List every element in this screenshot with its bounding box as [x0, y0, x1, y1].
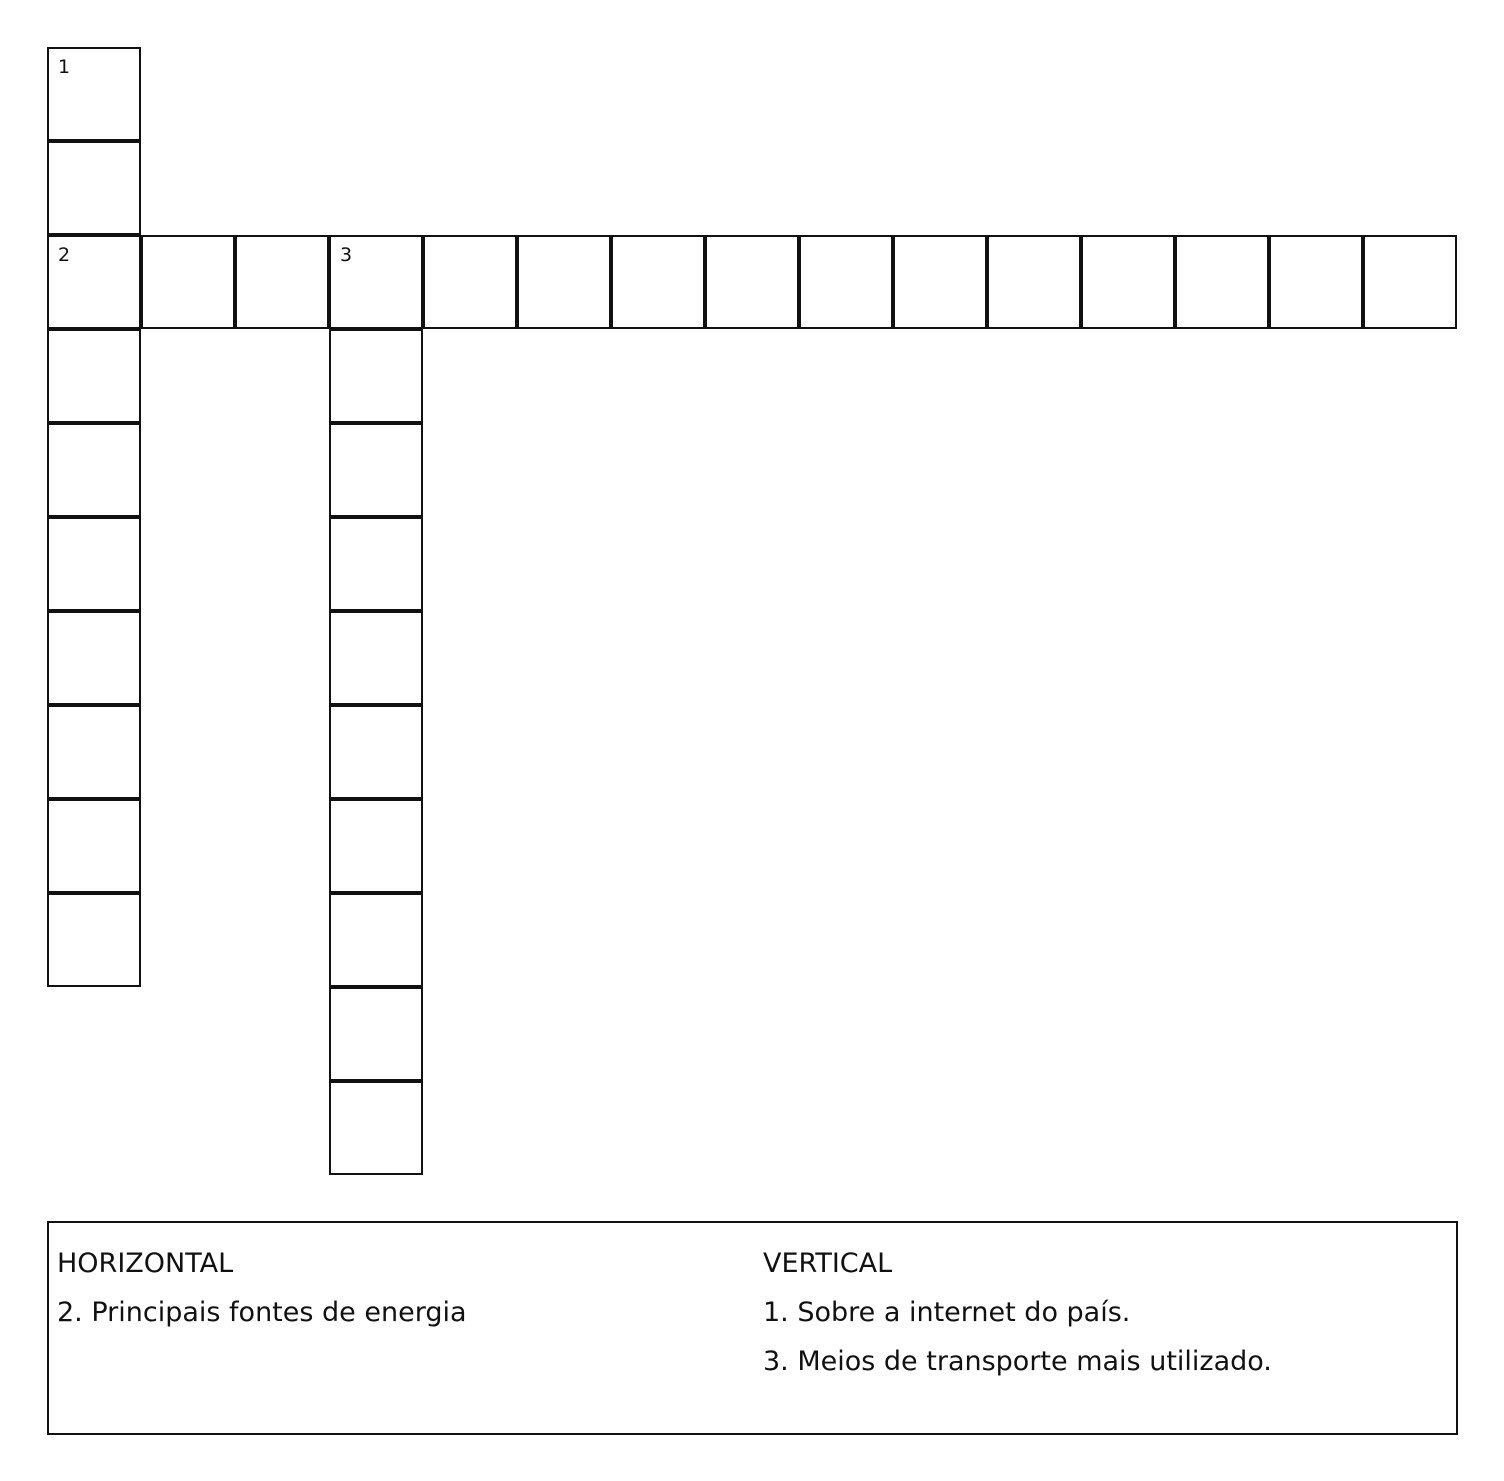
crossword-cell-r2-c12[interactable]	[1175, 235, 1269, 329]
crossword-cell-r2-c10[interactable]	[987, 235, 1081, 329]
crossword-cell-r8-c0[interactable]	[47, 799, 141, 893]
crossword-cell-r9-c0[interactable]	[47, 893, 141, 987]
vertical-clues	[763, 1239, 1272, 1386]
crossword-cell-r0-c0[interactable]	[47, 47, 141, 141]
crossword-cell-r10-c3[interactable]	[329, 987, 423, 1081]
crossword-cell-r2-c5[interactable]	[517, 235, 611, 329]
horizontal-clues-title: HORIZONTAL	[57, 1248, 234, 1279]
crossword-cell-r2-c7[interactable]	[705, 235, 799, 329]
clue-number-2: 2	[58, 244, 71, 266]
crossword-cell-r9-c3[interactable]	[329, 893, 423, 987]
vertical-clues-title: VERTICAL	[763, 1248, 893, 1279]
crossword-cell-r2-c9[interactable]	[893, 235, 987, 329]
crossword-cell-r1-c0[interactable]	[47, 141, 141, 235]
crossword-cell-r2-c2[interactable]	[235, 235, 329, 329]
crossword-cell-r7-c3[interactable]	[329, 705, 423, 799]
horizontal-clue-2: 2. Principais fontes de energia	[57, 1297, 467, 1328]
crossword-cell-r2-c3[interactable]	[329, 235, 423, 329]
crossword-cell-r5-c0[interactable]	[47, 517, 141, 611]
clue-number-1: 1	[58, 56, 71, 78]
vertical-clue-3: 3. Meios de transporte mais utilizado.	[763, 1346, 1272, 1377]
crossword-cell-r5-c3[interactable]	[329, 517, 423, 611]
horizontal-clues	[57, 1239, 467, 1337]
crossword-cell-r4-c0[interactable]	[47, 423, 141, 517]
clues-box	[47, 1221, 1458, 1435]
crossword-cell-r3-c3[interactable]	[329, 329, 423, 423]
crossword-cell-r3-c0[interactable]	[47, 329, 141, 423]
crossword-cell-r6-c0[interactable]	[47, 611, 141, 705]
crossword-cell-r2-c6[interactable]	[611, 235, 705, 329]
crossword-cell-r2-c13[interactable]	[1269, 235, 1363, 329]
crossword-cell-r7-c0[interactable]	[47, 705, 141, 799]
crossword-cell-r2-c11[interactable]	[1081, 235, 1175, 329]
crossword-cell-r2-c1[interactable]	[141, 235, 235, 329]
crossword-cell-r2-c8[interactable]	[799, 235, 893, 329]
crossword-cell-r2-c4[interactable]	[423, 235, 517, 329]
crossword-cell-r2-c0[interactable]	[47, 235, 141, 329]
crossword-cell-r6-c3[interactable]	[329, 611, 423, 705]
crossword-cell-r2-c14[interactable]	[1363, 235, 1457, 329]
clue-number-3: 3	[340, 244, 353, 266]
vertical-clue-1: 1. Sobre a internet do país.	[763, 1297, 1131, 1328]
crossword-cell-r8-c3[interactable]	[329, 799, 423, 893]
crossword-cell-r11-c3[interactable]	[329, 1081, 423, 1175]
crossword-cell-r4-c3[interactable]	[329, 423, 423, 517]
